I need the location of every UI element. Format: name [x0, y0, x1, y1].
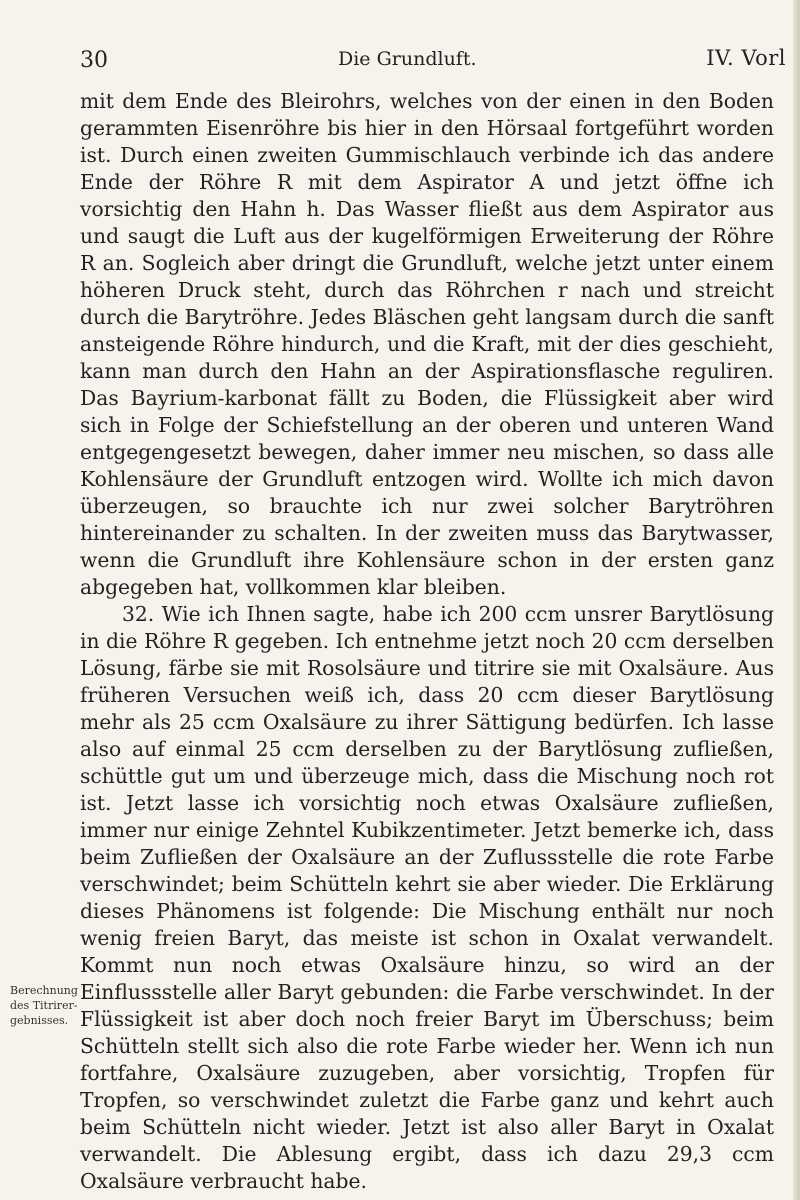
running-head: Die Grundluft.	[338, 48, 477, 70]
page-edge	[793, 0, 800, 1200]
marginal-note: Berechnung des Titrirer-gebnisses.	[10, 984, 78, 1027]
body-text	[80, 88, 774, 1195]
paragraph-continuation: mit dem Ende des Bleirohrs, welches von der einen in den Boden gerammten Eisenröhre bis hier in den Hörsaal fortgeführt worden ist. Durch einen zweiten Gummischlauch verbinde ich das andere Ende der Röhre R mit dem Aspirator A und jetzt öffne ich vorsichtig den Hahn h. Das Wasser fließt aus dem Aspirator aus und saugt die Luft aus der kugelförmigen Erweiterung der Röhre R an. Sogleich aber dringt die Grundluft, welche jetzt unter einem höheren Druck steht, durch das Röhrchen r nach und streicht durch die Barytröhre. Jedes Bläschen geht langsam durch die sanft ansteigende Röhre hindurch, und die Kraft, mit der dies geschieht, kann man durch den Hahn an der Aspirationsflasche reguliren. Das Bayrium-karbonat fällt zu Boden, die Flüssigkeit aber wird sich in Folge der Schiefstellung an der oberen und unteren Wand entgegengesetzt bewegen, daher immer neu mischen, so dass alle Kohlensäure der Grundluft entzogen wird. Wollte ich mich davon überzeugen, so brauchte ich nur zwei solcher Barytröhren hintereinander zu schalten. In der zweiten muss das Barytwasser, wenn die Grundluft ihre Kohlensäure schon in der ersten ganz abgegeben hat, vollkommen klar bleiben.	[80, 89, 774, 599]
page-number: 30	[80, 48, 108, 73]
page-header	[80, 42, 790, 78]
chapter-reference: IV. Vorl	[706, 46, 786, 70]
paragraph-32: 32. Wie ich Ihnen sagte, habe ich 200 ccm unsrer Barytlösung in die Röhre R gegeben. Ich entnehme jetzt noch 20 ccm derselben Lösung, färbe sie mit Rosolsäure und titrire sie mit Oxalsäure. Aus früheren Versuchen weiß ich, dass 20 ccm dieser Barytlösung mehr als 25 ccm Oxalsäure zu ihrer Sättigung bedürfen. Ich lasse also auf einmal 25 ccm derselben zu der Barytlösung zufließen, schüttle gut um und überzeuge mich, dass die Mischung noch rot ist. Jetzt lasse ich vorsichtig noch etwas Oxalsäure zufließen, immer nur einige Zehntel Kubikzentimeter. Jetzt bemerke ich, dass beim Zufließen der Oxalsäure an der Zuflussstelle die rote Farbe verschwindet; beim Schütteln kehrt sie aber wieder. Die Erklärung dieses Phänomens ist folgende: Die Mischung enthält nur noch wenig freien Baryt, das meiste ist schon in Oxalat verwandelt. Kommt nun noch etwas Oxalsäure hinzu, so wird an der Einflussstelle aller Baryt gebunden: die Farbe verschwindet. In der Flüssigkeit ist aber doch noch freier Baryt im Überschuss; beim Schütteln stellt sich also die rote Farbe wieder her. Wenn ich nun fortfahre, Oxalsäure zuzugeben, aber vorsichtig, Tropfen für Tropfen, so verschwindet zuletzt die Farbe ganz und kehrt auch beim Schütteln nicht wieder. Jetzt ist also aller Baryt in Oxalat verwandelt. Die Ablesung ergibt, dass ich dazu 29,3 ccm Oxalsäure verbraucht habe.	[80, 602, 774, 1193]
